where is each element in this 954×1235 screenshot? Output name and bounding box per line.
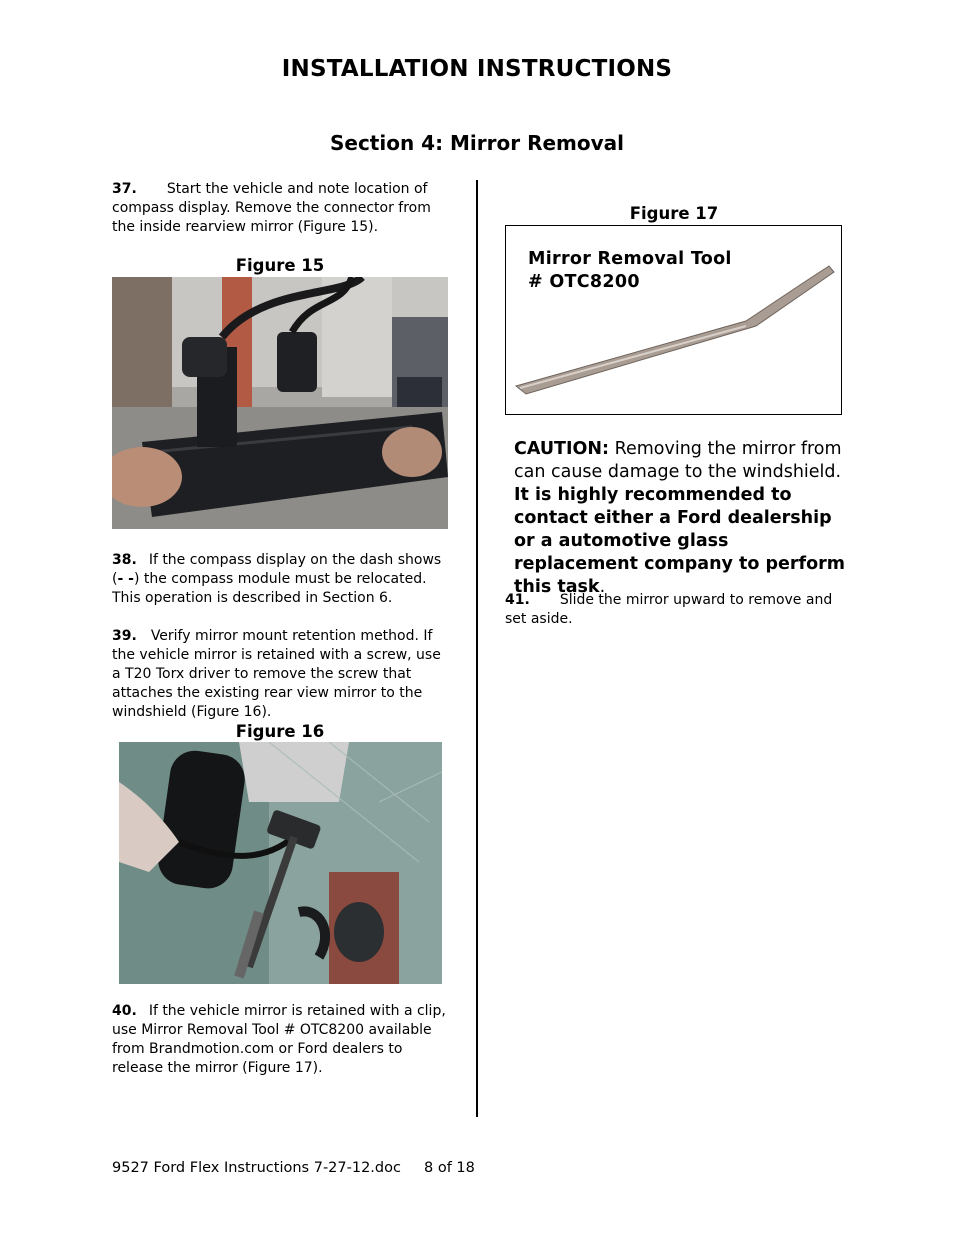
step-38-text-a: If the compass display on the dash shows ( [112, 552, 442, 587]
step-38 [112, 551, 452, 608]
step-37-text: Start the vehicle and note location of compass display. Remove the connector from the inside rearview mirror (Figure 15). [112, 181, 431, 235]
step-39-text: Verify mirror mount retention method. If the vehicle mirror is retained with a screw, use a T20 Torx driver to remove the screw that attaches the existing rear view mirror to the windshield (Figure 16). [112, 628, 441, 720]
figure-17-caption: Figure 17 [629, 204, 719, 223]
caution-text: Removing the mirror from can cause damage to the windshield. [514, 439, 842, 482]
step-39 [112, 627, 452, 722]
step-38-dashes: - - [117, 571, 134, 587]
step-40 [112, 1002, 452, 1078]
step-41 [505, 591, 845, 629]
figure-16-photo [119, 742, 442, 984]
tool-label-line-1: Mirror Removal Tool [528, 249, 732, 269]
figure-15-photo [112, 277, 448, 529]
caution-recommendation: It is highly recommended to contact either a Ford dealership or a automotive glass replacement company to perform this task [514, 485, 846, 597]
figure-15-caption: Figure 15 [235, 256, 325, 275]
footer-doc-name: 9527 Ford Flex Instructions 7-27-12.doc [112, 1160, 401, 1176]
step-40-text: If the vehicle mirror is retained with a clip, use Mirror Removal Tool # OTC8200 available from Brandmotion.com or Ford dealers to release the mirror (Figure 17). [112, 1003, 446, 1076]
caution-note [514, 438, 849, 599]
page-title: INSTALLATION INSTRUCTIONS [281, 56, 673, 82]
caution-label: CAUTION: [514, 439, 610, 459]
section-heading: Section 4: Mirror Removal [329, 131, 625, 155]
step-40-number: 40. [112, 1003, 137, 1019]
step-37-number: 37. [112, 181, 137, 197]
step-37 [112, 180, 452, 237]
step-41-number: 41. [505, 592, 530, 608]
step-38-number: 38. [112, 552, 137, 568]
figure-17-box [505, 225, 842, 415]
tool-label-line-2: # OTC8200 [528, 272, 640, 292]
figure-16-caption: Figure 16 [235, 722, 325, 741]
column-divider [476, 180, 478, 1117]
pry-tool-illustration [506, 226, 843, 416]
step-39-number: 39. [112, 628, 137, 644]
step-41-text: Slide the mirror upward to remove and set aside. [505, 592, 833, 627]
caution-end: . [599, 577, 606, 597]
footer-page-number: 8 of 18 [424, 1160, 475, 1176]
step-38-text-b: ) the compass module must be relocated. This operation is described in Section 6. [112, 571, 427, 606]
